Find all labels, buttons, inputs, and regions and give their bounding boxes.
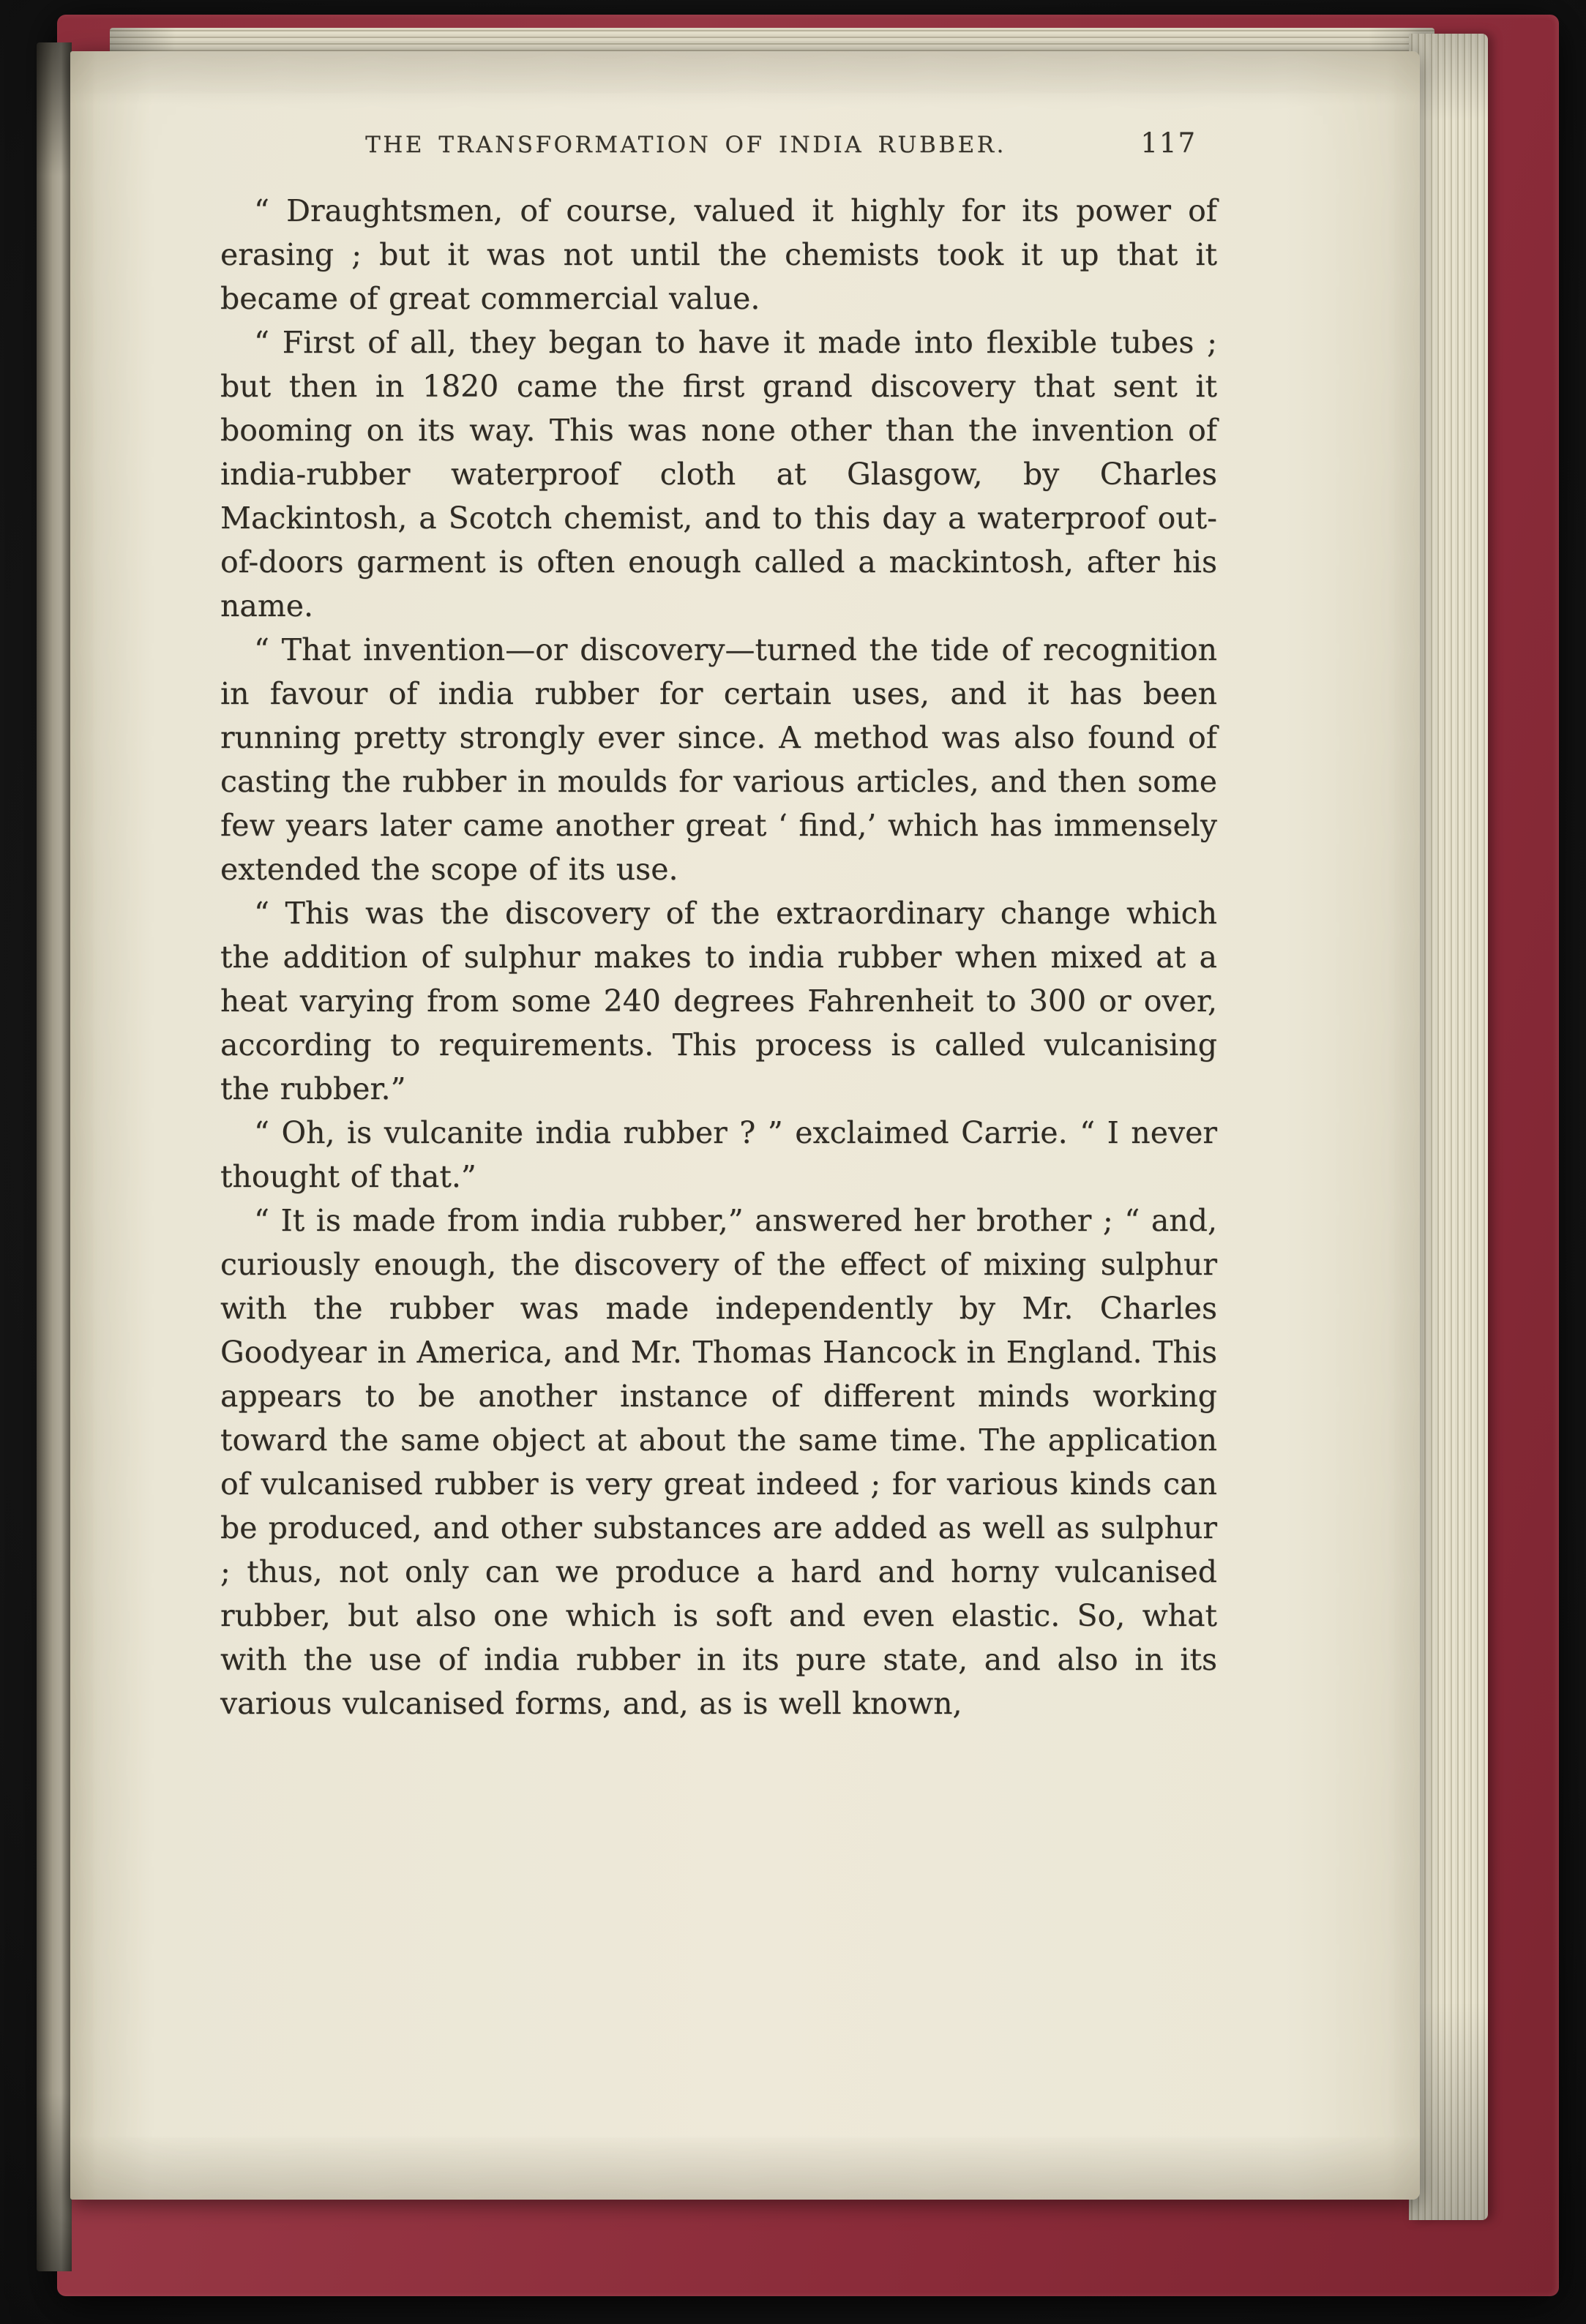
paragraph-5: “ Oh, is vulcanite india rubber ? ” exclaimed Carrie. “ I never thought of that.” [220, 1115, 1217, 1194]
paragraph-1: “ Draughtsmen, of course, valued it highly for its power of erasing ; but it was not until the chemists took it up that it became of great commercial value. [220, 193, 1217, 316]
text-column [220, 127, 1217, 1725]
page-header [220, 127, 1217, 179]
paragraph-4: “ This was the discovery of the extraordinary change which the addition of sulphur makes to india rubber when mixed at a heat varying from some 240 degrees Fahrenheit to 300 or over, according to requirements. This process is called vulcanising the rubber.” [220, 896, 1217, 1106]
paragraph-3: “ That invention—or discovery—turned the tide of recognition in favour of india rubber for certain uses, and it has been running pretty strongly ever since. A method was also found of casting the rubber in moulds for various articles, and then some few years later came another great ‘ find,’ which has immensely extended the scope of its use. [220, 632, 1217, 887]
paragraph-2: “ First of all, they began to have it made into flexible tubes ; but then in 1820 came the first grand discovery that sent it booming on its way. This was none other than the invention of india-rubber waterproof cloth at Glasgow, by Charles Mackintosh, a Scotch chemist, and to this day a waterproof out-of-doors garment is often enough called a mackintosh, after his name. [220, 325, 1217, 623]
book-page [70, 51, 1420, 2200]
left-page-edge [37, 42, 72, 2271]
running-title: THE TRANSFORMATION OF INDIA RUBBER. [365, 132, 1006, 158]
page-body [220, 189, 1217, 1725]
paragraph-6: “ It is made from india rubber,” answered her brother ; “ and, curiously enough, the discovery of the effect of mixing sulphur with the rubber was made independently by Mr. Charles Goodyear in America, and Mr. Thomas Hancock in England. This appears to be another instance of different minds working toward the same object at about the same time. The application of vulcanised rubber is very great indeed ; for various kinds can be produced, and other substances are added as well as sulphur ; thus, not only can we produce a hard and horny vulcanised rubber, but also one which is soft and even elastic. So, what with the use of india rubber in its pure state, and also in its various vulcanised forms, and, as is well known, [220, 1203, 1217, 1721]
page-number: 117 [1140, 127, 1197, 159]
page-edges-right [1409, 34, 1488, 2220]
